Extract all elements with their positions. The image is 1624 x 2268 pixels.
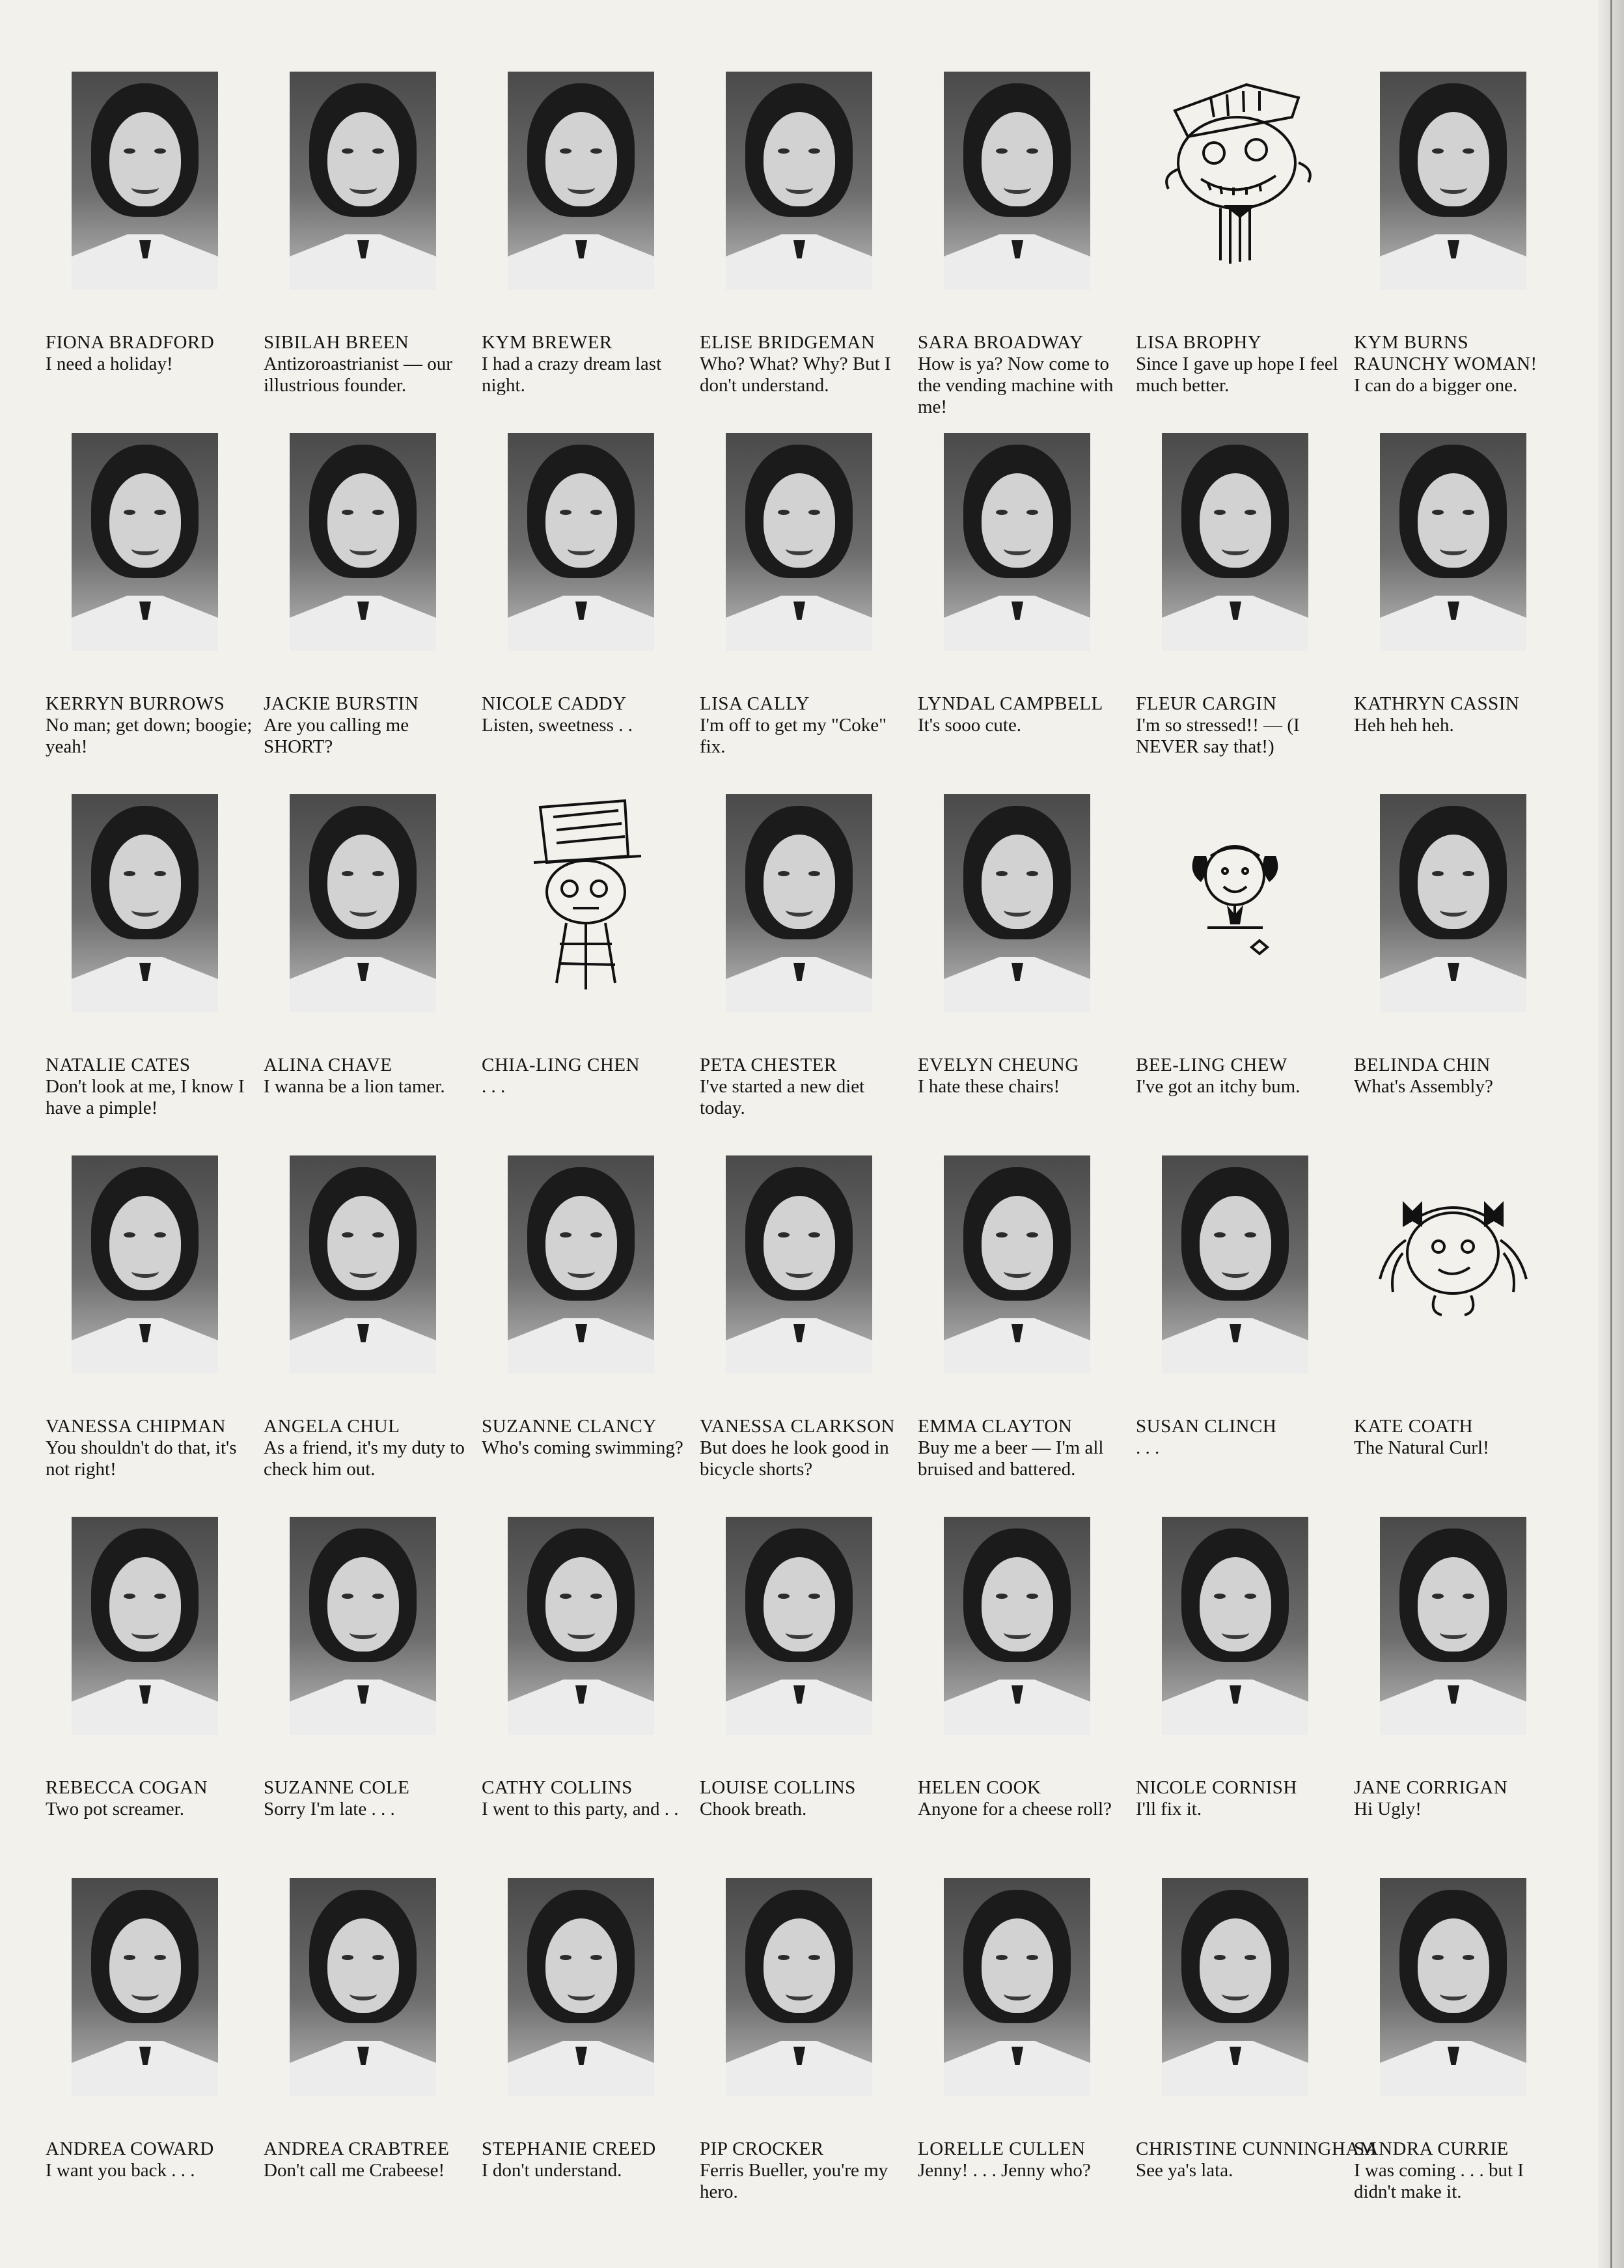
student-caption [1136,693,1344,758]
student-caption [264,2138,472,2181]
student-quote: Heh heh heh. [1354,715,1454,736]
student-entry-kym-burns [1347,65,1565,426]
student-quote: Are you calling me SHORT? [264,715,409,757]
student-name: BEE-LING CHEW [1136,1055,1287,1075]
student-name: CHRISTINE CUNNINGHAM [1136,2138,1377,2159]
student-entry-kathryn-cassin [1347,426,1565,788]
student-caption [1354,1777,1562,1820]
student-photo [508,1155,654,1374]
student-entry-andrea-coward [39,1872,257,2233]
student-name: SANDRA CURRIE [1354,2138,1509,2159]
student-photo [944,1878,1090,2096]
student-photo [508,72,654,290]
student-caption [264,332,472,396]
student-photo [72,433,218,651]
student-caption [482,693,690,736]
student-caption [1136,1777,1344,1820]
student-quote: It's sooo cute. [918,715,1022,736]
student-entry-kate-coath [1347,1149,1565,1510]
student-name: LISA CALLY [700,693,810,714]
student-name: VANESSA CHIPMAN [46,1416,226,1437]
student-entry-lisa-brophy [1129,65,1347,426]
student-photo [290,1517,436,1735]
student-photo [726,1878,872,2096]
student-name: ALINA CHAVE [264,1055,392,1075]
student-photo [1162,1517,1308,1735]
student-caption [46,1777,254,1820]
student-name: JACKIE BURSTIN [264,693,419,714]
student-name: ANGELA CHUL [264,1416,400,1437]
student-caption [46,1055,254,1119]
student-entry-vanessa-chipman [39,1149,257,1510]
student-entry-fleur-cargin [1129,426,1347,788]
student-caption [700,1777,908,1820]
student-name: VANESSA CLARKSON [700,1416,895,1437]
student-quote: The Natural Curl! [1354,1437,1489,1458]
student-quote: . . . [482,1076,506,1097]
student-entry-nicole-cornish [1129,1510,1347,1872]
student-name: STEPHANIE CREED [482,2138,656,2159]
student-name: FLEUR CARGIN [1136,693,1277,714]
student-name: PETA CHESTER [700,1055,837,1075]
student-quote: I've got an itchy bum. [1136,1076,1301,1097]
cartoon-drawing-curly [1367,1155,1539,1374]
student-entry-chia-ling-chen [475,788,693,1149]
student-caption [1354,1055,1562,1098]
student-quote: Who? What? Why? But I don't understand. [700,353,891,396]
student-caption [482,1055,690,1098]
student-entry-sibilah-breen [257,65,475,426]
student-caption [700,693,908,758]
student-name: FIONA BRADFORD [46,332,215,353]
student-caption [1136,2138,1377,2181]
student-caption [46,2138,254,2181]
student-photo [72,1878,218,2096]
student-photo [290,1878,436,2096]
student-name: ELISE BRIDGEMAN [700,332,875,353]
student-caption [918,1777,1126,1820]
student-photo [726,433,872,651]
student-photo [72,72,218,290]
student-photo [1380,1517,1526,1735]
student-name: ANDREA COWARD [46,2138,214,2159]
student-entry-elise-bridgeman [693,65,911,426]
student-photo [944,433,1090,651]
student-entry-helen-cook [911,1510,1129,1872]
student-caption [482,1777,690,1820]
student-entry-peta-chester [693,788,911,1149]
student-entry-christine-cunningham [1129,1872,1377,2233]
student-entry-suzanne-clancy [475,1149,693,1510]
student-name: ANDREA CRABTREE [264,2138,450,2159]
student-name: LYNDAL CAMPBELL [918,693,1103,714]
student-entry-sara-broadway [911,65,1129,426]
student-photo [72,794,218,1012]
student-quote: I can do a bigger one. [1354,375,1518,396]
student-entry-angela-chul [257,1149,475,1510]
student-photo [508,1878,654,2096]
student-entry-suzanne-cole [257,1510,475,1872]
student-name: PIP CROCKER [700,2138,824,2159]
student-quote: You shouldn't do that, it's not right! [46,1437,237,1480]
student-photo [290,433,436,651]
student-entry-jane-corrigan [1347,1510,1565,1872]
student-caption [700,2138,908,2203]
student-name: KATE COATH [1354,1416,1474,1437]
student-quote: Two pot screamer. [46,1799,184,1819]
student-caption [46,1416,254,1480]
student-name: NICOLE CADDY [482,693,627,714]
student-photo [508,433,654,651]
student-caption [482,332,690,396]
student-name: LOUISE COLLINS [700,1777,856,1798]
student-photo [1380,433,1526,651]
student-name: KATHRYN CASSIN [1354,693,1520,714]
student-quote: Anyone for a cheese roll? [918,1799,1112,1819]
student-caption [264,693,472,758]
student-quote: I'm so stressed!! — (I NEVER say that!) [1136,715,1300,757]
student-entry-susan-clinch [1129,1149,1347,1510]
student-name: CATHY COLLINS [482,1777,633,1798]
student-quote: See ya's lata. [1136,2160,1233,2181]
student-caption [700,332,908,396]
student-quote: . . . [1136,1437,1160,1458]
student-name: NATALIE CATES [46,1055,191,1075]
student-caption [46,693,254,758]
student-name: EMMA CLAYTON [918,1416,1073,1437]
student-caption [482,2138,690,2181]
page-edge-line [1610,0,1612,2268]
student-quote: I went to this party, and . . [482,1799,679,1819]
student-photo [726,1155,872,1374]
student-name: CHIA-LING CHEN [482,1055,640,1075]
student-grid [39,65,1569,2233]
student-photo [290,794,436,1012]
student-photo [1380,72,1526,290]
student-photo [944,1517,1090,1735]
student-entry-sandra-currie [1347,1872,1565,2233]
student-quote: Listen, sweetness . . [482,715,633,736]
student-quote: Chook breath. [700,1799,807,1819]
student-entry-lisa-cally [693,426,911,788]
student-photo [1162,1155,1308,1374]
student-photo [1162,1878,1308,2096]
student-name: LORELLE CULLEN [918,2138,1086,2159]
student-name: SUSAN CLINCH [1136,1416,1277,1437]
student-photo [944,1155,1090,1374]
student-photo [290,72,436,290]
student-name: JANE CORRIGAN [1354,1777,1508,1798]
student-photo [726,72,872,290]
student-quote: I hate these chairs! [918,1076,1060,1097]
student-entry-kerryn-burrows [39,426,257,788]
student-entry-fiona-bradford [39,65,257,426]
student-name: REBECCA COGAN [46,1777,208,1798]
cartoon-drawing-top-hat [495,794,667,1012]
student-caption [700,1055,908,1119]
student-caption [1136,332,1344,396]
student-entry-bee-ling-chew [1129,788,1347,1149]
student-caption [1354,2138,1562,2203]
student-quote: I need a holiday! [46,353,173,374]
student-caption [1136,1416,1344,1459]
student-quote: I've started a new diet today. [700,1076,865,1118]
student-entry-vanessa-clarkson [693,1149,911,1510]
student-photo [1380,1878,1526,2096]
student-caption [264,1777,472,1820]
student-quote: Don't look at me, I know I have a pimple! [46,1076,245,1118]
student-entry-lyndal-campbell [911,426,1129,788]
student-quote: Ferris Bueller, you're my hero. [700,2160,888,2202]
student-photo [1162,433,1308,651]
student-quote: No man; get down; boogie; yeah! [46,715,253,757]
student-name: EVELYN CHEUNG [918,1055,1079,1075]
student-quote: Jenny! . . . Jenny who? [918,2160,1091,2181]
student-caption [918,1055,1126,1098]
student-quote: But does he look good in bicycle shorts? [700,1437,889,1480]
student-entry-evelyn-cheung [911,788,1129,1149]
student-entry-nicole-caddy [475,426,693,788]
student-photo [726,794,872,1012]
student-name: KYM BURNS [1354,332,1469,353]
student-photo [1380,794,1526,1012]
student-name: BELINDA CHIN [1354,1055,1491,1075]
student-entry-cathy-collins [475,1510,693,1872]
student-name: SIBILAH BREEN [264,332,409,353]
student-name: KERRYN BURROWS [46,693,225,714]
student-name: HELEN COOK [918,1777,1041,1798]
student-quote: How is ya? Now come to the vending machine with me! [918,353,1114,417]
student-photo [508,1517,654,1735]
student-photo [944,794,1090,1012]
student-photo [72,1517,218,1735]
student-caption [918,332,1126,418]
cartoon-drawing-pigtails [1149,794,1321,1012]
student-caption [264,1416,472,1480]
student-entry-stephanie-creed [475,1872,693,2233]
student-quote: Don't call me Crabeese! [264,2160,445,2181]
student-entry-alina-chave [257,788,475,1149]
student-entry-kym-brewer [475,65,693,426]
student-name: KYM BREWER [482,332,612,353]
student-quote: I don't understand. [482,2160,622,2181]
student-caption [482,1416,690,1459]
student-name: SUZANNE CLANCY [482,1416,657,1437]
student-nickname: RAUNCHY WOMAN! [1354,353,1537,374]
student-entry-lorelle-cullen [911,1872,1129,2233]
student-quote: Who's coming swimming? [482,1437,683,1458]
student-photo [290,1155,436,1374]
student-entry-andrea-crabtree [257,1872,475,2233]
student-quote: Hi Ugly! [1354,1799,1422,1819]
student-photo [726,1517,872,1735]
student-entry-belinda-chin [1347,788,1565,1149]
student-quote: I want you back . . . [46,2160,195,2181]
student-entry-natalie-cates [39,788,257,1149]
student-caption [1136,1055,1344,1098]
student-quote: Sorry I'm late . . . [264,1799,395,1819]
student-name: LISA BROPHY [1136,332,1262,353]
student-caption [1354,332,1562,396]
student-quote: What's Assembly? [1354,1076,1493,1097]
student-caption [918,693,1126,736]
student-caption [1354,1416,1562,1459]
student-caption [1354,693,1562,736]
cartoon-drawing-hat-face [1149,72,1321,290]
student-name: SARA BROADWAY [918,332,1084,353]
student-photo [944,72,1090,290]
student-caption [700,1416,908,1480]
student-entry-rebecca-cogan [39,1510,257,1872]
student-entry-pip-crocker [693,1872,911,2233]
student-name: NICOLE CORNISH [1136,1777,1297,1798]
student-quote: Since I gave up hope I feel much better. [1136,353,1338,396]
student-entry-louise-collins [693,1510,911,1872]
student-quote: I had a crazy dream last night. [482,353,662,396]
student-caption [46,332,254,375]
student-name: SUZANNE COLE [264,1777,410,1798]
student-entry-jackie-burstin [257,426,475,788]
student-quote: As a friend, it's my duty to check him out. [264,1437,465,1480]
student-quote: I wanna be a lion tamer. [264,1076,445,1097]
student-quote: I was coming . . . but I didn't make it. [1354,2160,1524,2202]
student-quote: I'm off to get my "Coke" fix. [700,715,887,757]
student-caption [918,2138,1126,2181]
student-photo [72,1155,218,1374]
student-quote: Antizoroastrianist — our illustrious founder. [264,353,452,396]
student-quote: I'll fix it. [1136,1799,1202,1819]
student-caption [918,1416,1126,1480]
student-caption [264,1055,472,1098]
student-entry-emma-clayton [911,1149,1129,1510]
student-quote: Buy me a beer — I'm all bruised and battered. [918,1437,1104,1480]
